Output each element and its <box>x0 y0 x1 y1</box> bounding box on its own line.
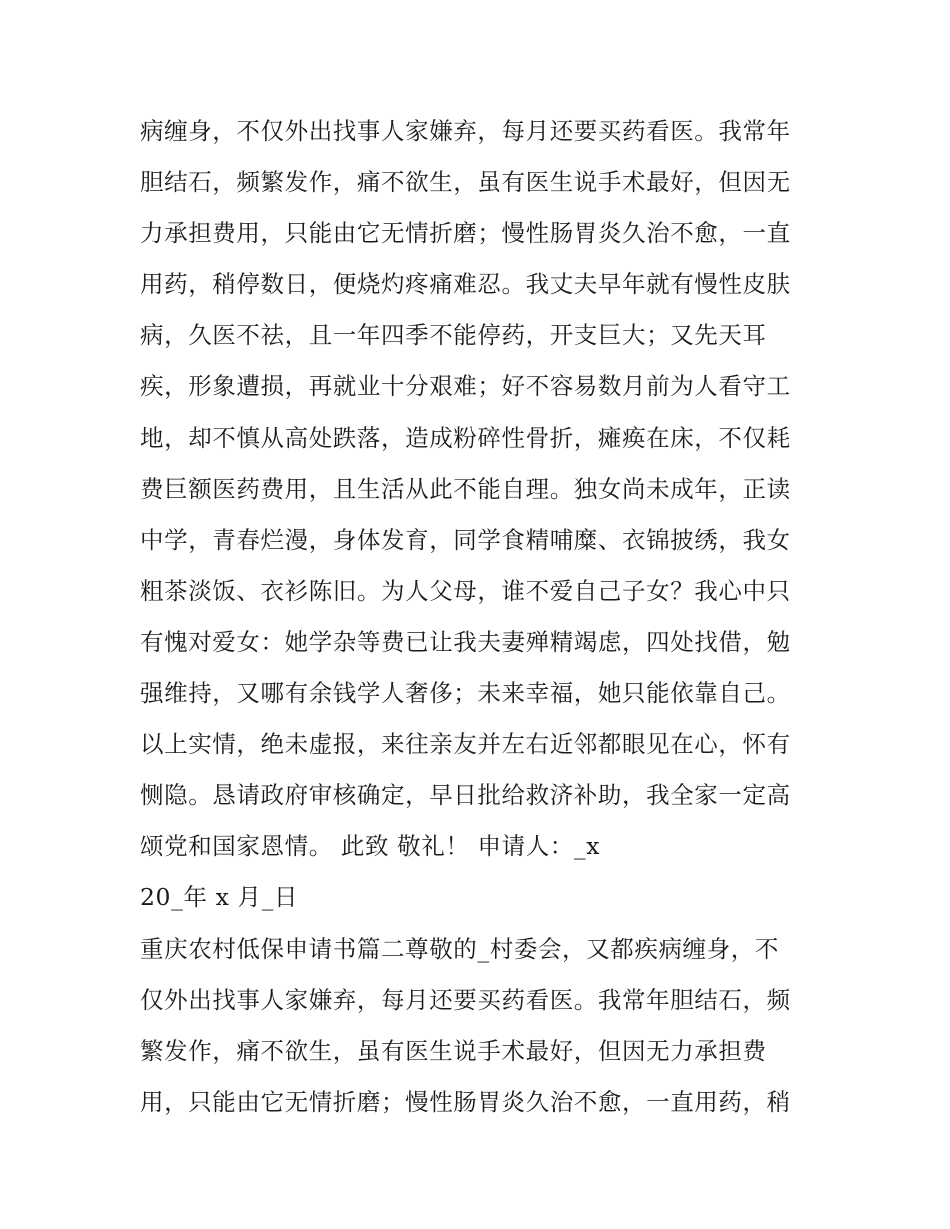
text-line: 力承担费用，只能由它无情折磨；慢性肠胃炎久治不愈，一直 <box>140 219 791 248</box>
text-line: 恻隐。恳请政府审核确定，早日批给救济补助，我全家一定高 <box>140 781 791 810</box>
text-line: 用，只能由它无情折磨；慢性肠胃炎久治不愈，一直用药，稍 <box>140 1087 791 1116</box>
text-line: 仅外出找事人家嫌弃，每月还要买药看医。我常年胆结石，频 <box>140 985 791 1014</box>
text-line: 病缠身，不仅外出找事人家嫌弃，每月还要买药看医。我常年 <box>140 117 791 145</box>
text-line: 用药，稍停数日，便烧灼疼痛难忍。我丈夫早年就有慢性皮肤 <box>140 270 791 299</box>
text-line: 地，却不慎从高处跌落，造成粉碎性骨折，瘫痪在床，不仅耗 <box>140 423 791 452</box>
text-line: 粗茶淡饭、衣衫陈旧。为人父母，谁不爱自己子女？我心中只 <box>140 576 791 605</box>
text-line: 强维持，又哪有余钱学人奢侈；未来幸福，她只能依靠自己。 <box>140 679 791 708</box>
date-line: 20_年 x 月_日 <box>140 883 299 912</box>
text-line: 中学，青春烂漫，身体发育，同学食精哺糜、衣锦披绣，我女 <box>140 525 791 554</box>
text-line: 疾，形象遭损，再就业十分艰难；好不容易数月前为人看守工 <box>140 372 791 401</box>
text-line: 繁发作，痛不欲生，虽有医生说手术最好，但因无力承担费 <box>140 1036 767 1065</box>
document-body <box>140 112 820 1134</box>
text-line: 费巨额医药费用，且生活从此不能自理。独女尚未成年，正读 <box>140 474 791 503</box>
signature-line: 颂党和国家恩情。 此致 敬礼！ 申请人：_x <box>140 832 601 861</box>
text-line: 以上实情，绝未虚报，来往亲友并左右近邻都眼见在心，怀有 <box>140 730 791 759</box>
text-line: 胆结石，频繁发作，痛不欲生，虽有医生说手术最好，但因无 <box>140 168 791 197</box>
text-line: 病，久医不祛，且一年四季不能停药，开支巨大；又先天耳 <box>140 321 767 350</box>
text-line: 有愧对爱女：她学杂等费已让我夫妻殚精竭虑，四处找借，勉 <box>140 627 791 656</box>
section-heading-line: 重庆农村低保申请书篇二尊敬的_村委会，又都疾病缠身，不 <box>140 934 779 963</box>
